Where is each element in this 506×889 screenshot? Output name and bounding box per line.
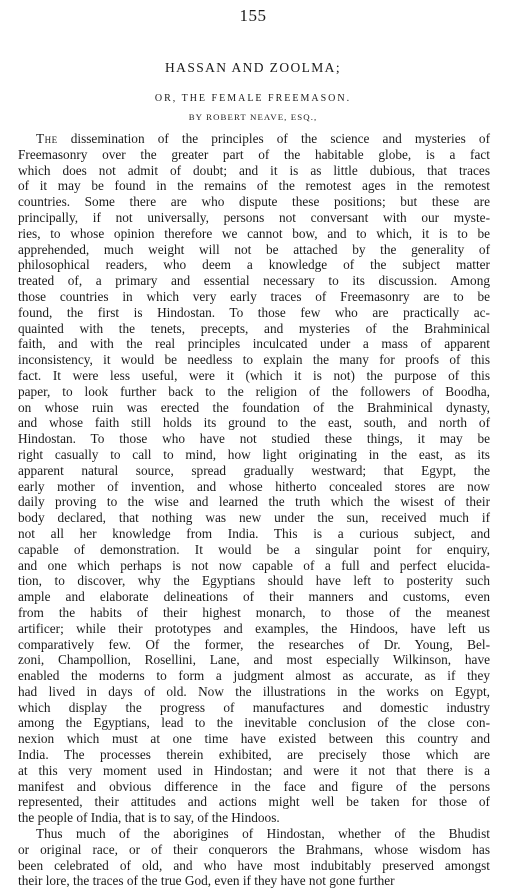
text-line: zoni, Champollion, Rosellini, Lane, and most especially Wilkinson, have (18, 652, 490, 668)
text-line: nexion which must at one time have existed between this country and (18, 731, 490, 747)
text-line: fact. It were less useful, were it (which it is not) the purpose of this (18, 367, 490, 383)
article-title: HASSAN AND ZOOLMA; (165, 60, 341, 75)
text-line: ries, to whose opinion therefore we cannot bow, and to which, it is to be (18, 225, 490, 241)
article-author: BY ROBERT NEAVE, ESQ., (188, 112, 318, 122)
article-body (18, 131, 490, 889)
text-line: right casually to call to mind, how light originating in the east, as its (18, 446, 490, 462)
text-line: or original race, or of their conquerors the Brahmans, whose wisdom has (18, 841, 490, 857)
text-line: ample and elaborate delineations of their manners and customs, even (18, 589, 490, 605)
text-line: been celebrated of old, and who have most indubitably preserved amongst (18, 857, 490, 873)
text-line: among the Egyptians, lead to the inevitable conclusion of the close con- (18, 715, 490, 731)
text-line: from the habits of their highest monarch, to those of the meanest (18, 604, 490, 620)
text-line: countries. Some there are who dispute these positions; but these are (18, 194, 490, 210)
text-line: body declared, that nothing was new under the sun, received much if (18, 510, 490, 526)
text-line: principally, if not universally, persons not conversant with our myste- (18, 209, 490, 225)
text-line: and whose faith still holds its ground to the east, south, and north of (18, 415, 490, 431)
text-line: quainted with the tenets, precepts, and mysteries of the Brahminical (18, 320, 490, 336)
text-line: inconsistency, it would be needless to explain the many for proofs of this (18, 352, 490, 368)
text-line: not all her knowledge from India. This is a curious subject, and (18, 525, 490, 541)
text-line: those countries in which very early traces of Freemasonry are to be (18, 288, 490, 304)
text-line: early mother of invention, and whose hitherto concealed stores are now (18, 478, 490, 494)
paragraph-1 (18, 131, 490, 826)
page-number: 155 (239, 6, 267, 25)
text-line: their lore, the traces of the true God, even if they have not gone further (18, 873, 395, 889)
text-line: paper, to look further back to the religion of the followers of Boodha, (18, 383, 490, 399)
opening-word: The (36, 131, 58, 146)
text-line: found, the first is Hindostan. To those few who are practically ac- (18, 304, 490, 320)
text-line: manifest and obvious difference in the face and figure of the persons (18, 778, 490, 794)
text-line: and one which perhaps is not now capable of a full and perfect elucida- (18, 557, 490, 573)
article-subtitle: OR, THE FEMALE FREEMASON. (154, 93, 352, 104)
text-line: which display the progress of manufactures and domestic industry (18, 699, 490, 715)
text-line: philosophical readers, who deem a knowledge of the subject matter (18, 257, 490, 273)
text-line: capable of demonstration. It would be a singular point for enquiry, (18, 541, 490, 557)
text-line: the people of India, that is to say, of the Hindoos. (18, 810, 280, 826)
text-line: of it may be found in the remains of the remotest ages in the remotest (18, 178, 490, 194)
text-line: faith, and with the real principles inculcated under a mass of apparent (18, 336, 490, 352)
text-line: tion, to discover, why the Egyptians should have left to posterity such (18, 573, 490, 589)
text-line: had lived in days of old. Now the illustrations in the works on Egypt, (18, 683, 490, 699)
text-line: Freemasonry over the greater part of the habitable globe, is a fact (18, 146, 490, 162)
text-line: apprehended, much weight will not be attached by the generality of (18, 241, 490, 257)
text-line: Thus much of the aborigines of Hindostan, whether of the Bhudist (36, 826, 490, 842)
text-line: enabled the moderns to form a judgment almost as accurate, as if they (18, 668, 490, 684)
text-line: at this very moment used in Hindostan; and were it not that there is a (18, 762, 490, 778)
text-line: artificer; while their prototypes and examples, the Hindoos, have left us (18, 620, 490, 636)
text-line: treated of, a primary and essential necessary to its discussion. Among (18, 273, 490, 289)
text-line (18, 131, 490, 147)
text-line: comparatively few. Of the former, the researches of Dr. Young, Bel- (18, 636, 490, 652)
text-line: daily proving to the wise and learned the truth which the wisest of their (18, 494, 490, 510)
paragraph-2 (18, 826, 490, 889)
line-text: dissemination of the principles of the science and mysteries of (57, 131, 490, 146)
text-line: which does not admit of doubt; and it is as little dubious, that traces (18, 162, 490, 178)
text-line: apparent natural source, spread gradually westward; that Egypt, the (18, 462, 490, 478)
text-line: India. The processes therein exhibited, are precisely those which are (18, 747, 490, 763)
text-line: represented, their attitudes and actions might well be taken for those of (18, 794, 490, 810)
text-line: Hindostan. To those who have not studied these things, it may be (18, 431, 490, 447)
text-line: on whose ruin was erected the foundation of the Brahminical dynasty, (18, 399, 490, 415)
